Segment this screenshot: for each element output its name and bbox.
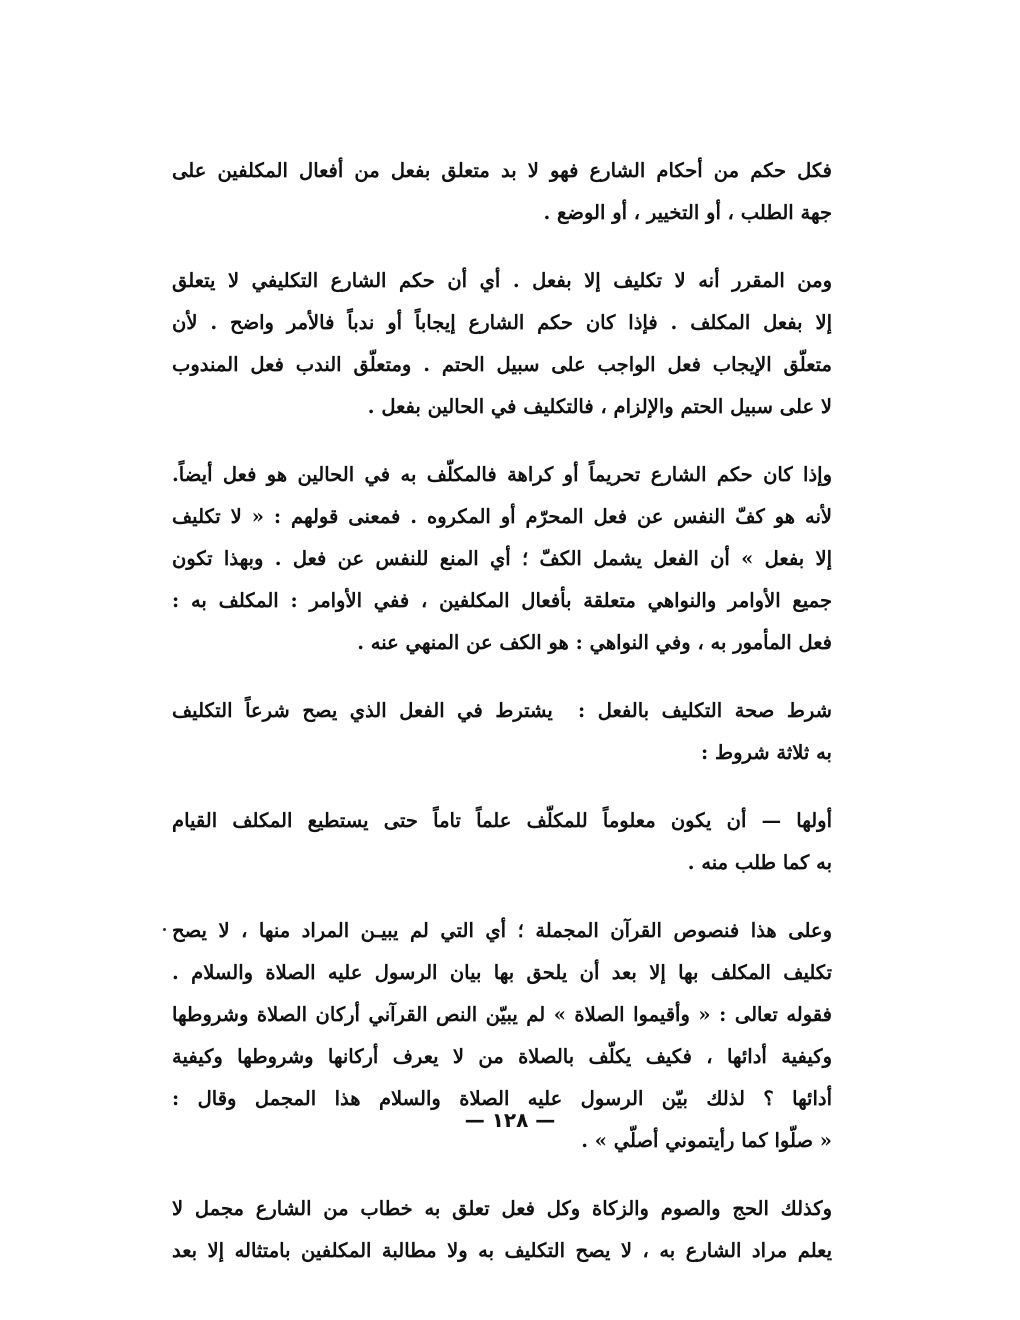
text-line: جميع الأوامر والنواهي متعلقة بأفعال المكلفين ، ففي الأوامر : المكلف به : (172, 589, 832, 612)
text-line: فكل حكم من أحكام الشارع فهو لا بد متعلق بفعل من أفعال المكلفين على (172, 159, 832, 182)
text-line: متعلّق الإيجاب فعل الواجب على سبيل الحتم . ومتعلّق الندب فعل المندوب (172, 353, 832, 376)
text-line: إلا بفعل المكلف . فإذا كان حكم الشارع إيجاباً أو ندباً فالأمر واضح . لأن (172, 311, 832, 334)
text-line: جهة الطلب ، أو التخيير ، أو الوضع . (543, 201, 832, 224)
text-line: وعلى هذا فنصوص القرآن المجملة ؛ أي التي لم يبيـن المراد منها ، لا يصح (172, 919, 832, 942)
text-line: أولها — أن يكون معلوماً للمكلّف علماً تاماً حتى يستطيع المكلف القيام (172, 809, 832, 832)
text-line (172, 690, 832, 732)
text-line: به ثلاثة شروط : (701, 741, 832, 764)
text-line: فقوله تعالى : « وأقيموا الصلاة » لم يبيّن النص القرآني أركان الصلاة وشروطها (172, 1003, 832, 1026)
text-line: ومن المقرر أنه لا تكليف إلا بفعل . أي أن حكم الشارع التكليفي لا يتعلق (172, 269, 832, 292)
text-line: فعل المأمور به ، وفي النواهي : هو الكف عن المنهي عنه . (357, 631, 832, 654)
text-line: وإذا كان حكم الشارع تحريماً أو كراهة فالمكلّف به في الحالين هو فعل أيضاً. (172, 463, 832, 486)
paragraph (172, 454, 832, 664)
text-line: يعلم مراد الشارع به ، لا يصح التكليف به ولا مطالبة المكلفين بامتثاله إلا بعد (172, 1239, 832, 1262)
text-line: لا على سبيل الحتم والإلزام ، فالتكليف في الحالين بفعل . (367, 395, 832, 418)
paragraph (172, 1188, 832, 1272)
text-line: تكليف المكلف بها إلا بعد أن يلحق بها بيان الرسول عليه الصلاة والسلام . (172, 961, 832, 984)
scan-speck (163, 928, 166, 931)
text-line: أدائها ؟ لذلك بيّن الرسول عليه الصلاة والسلام هذا المجمل وقال : (172, 1087, 832, 1110)
paragraph (172, 800, 832, 884)
section-heading-paragraph (172, 690, 832, 774)
page-number: — ١٢٨ — (464, 1108, 556, 1132)
text-line: لأنه هو كفّ النفس عن فعل المحرّم أو المكروه . فمعنى قولهم : « لا تكليف (172, 505, 832, 528)
text-line: إلا بفعل » أن الفعل يشمل الكفّ ؛ أي المنع للنفس عن فعل . وبهذا تكون (172, 547, 832, 570)
text-line: وكيفية أدائها ، فكيف يكلّف بالصلاة من لا يعرف أركانها وشروطها وكيفية (172, 1045, 832, 1068)
text-line: « صلّوا كما رأيتموني أصلّي » . (581, 1129, 832, 1152)
text-line: وكذلك الحج والصوم والزكاة وكل فعل تعلق به خطاب من الشارع مجمل لا (172, 1197, 832, 1220)
text-fragment: يشترط في الفعل الذي يصح شرعاً التكليف (172, 699, 553, 722)
paragraph (172, 260, 832, 428)
text-line: به كما طلب منه . (687, 851, 832, 874)
section-heading: شرط صحة التكليف بالفعل : (577, 699, 832, 722)
paragraph (172, 150, 832, 234)
